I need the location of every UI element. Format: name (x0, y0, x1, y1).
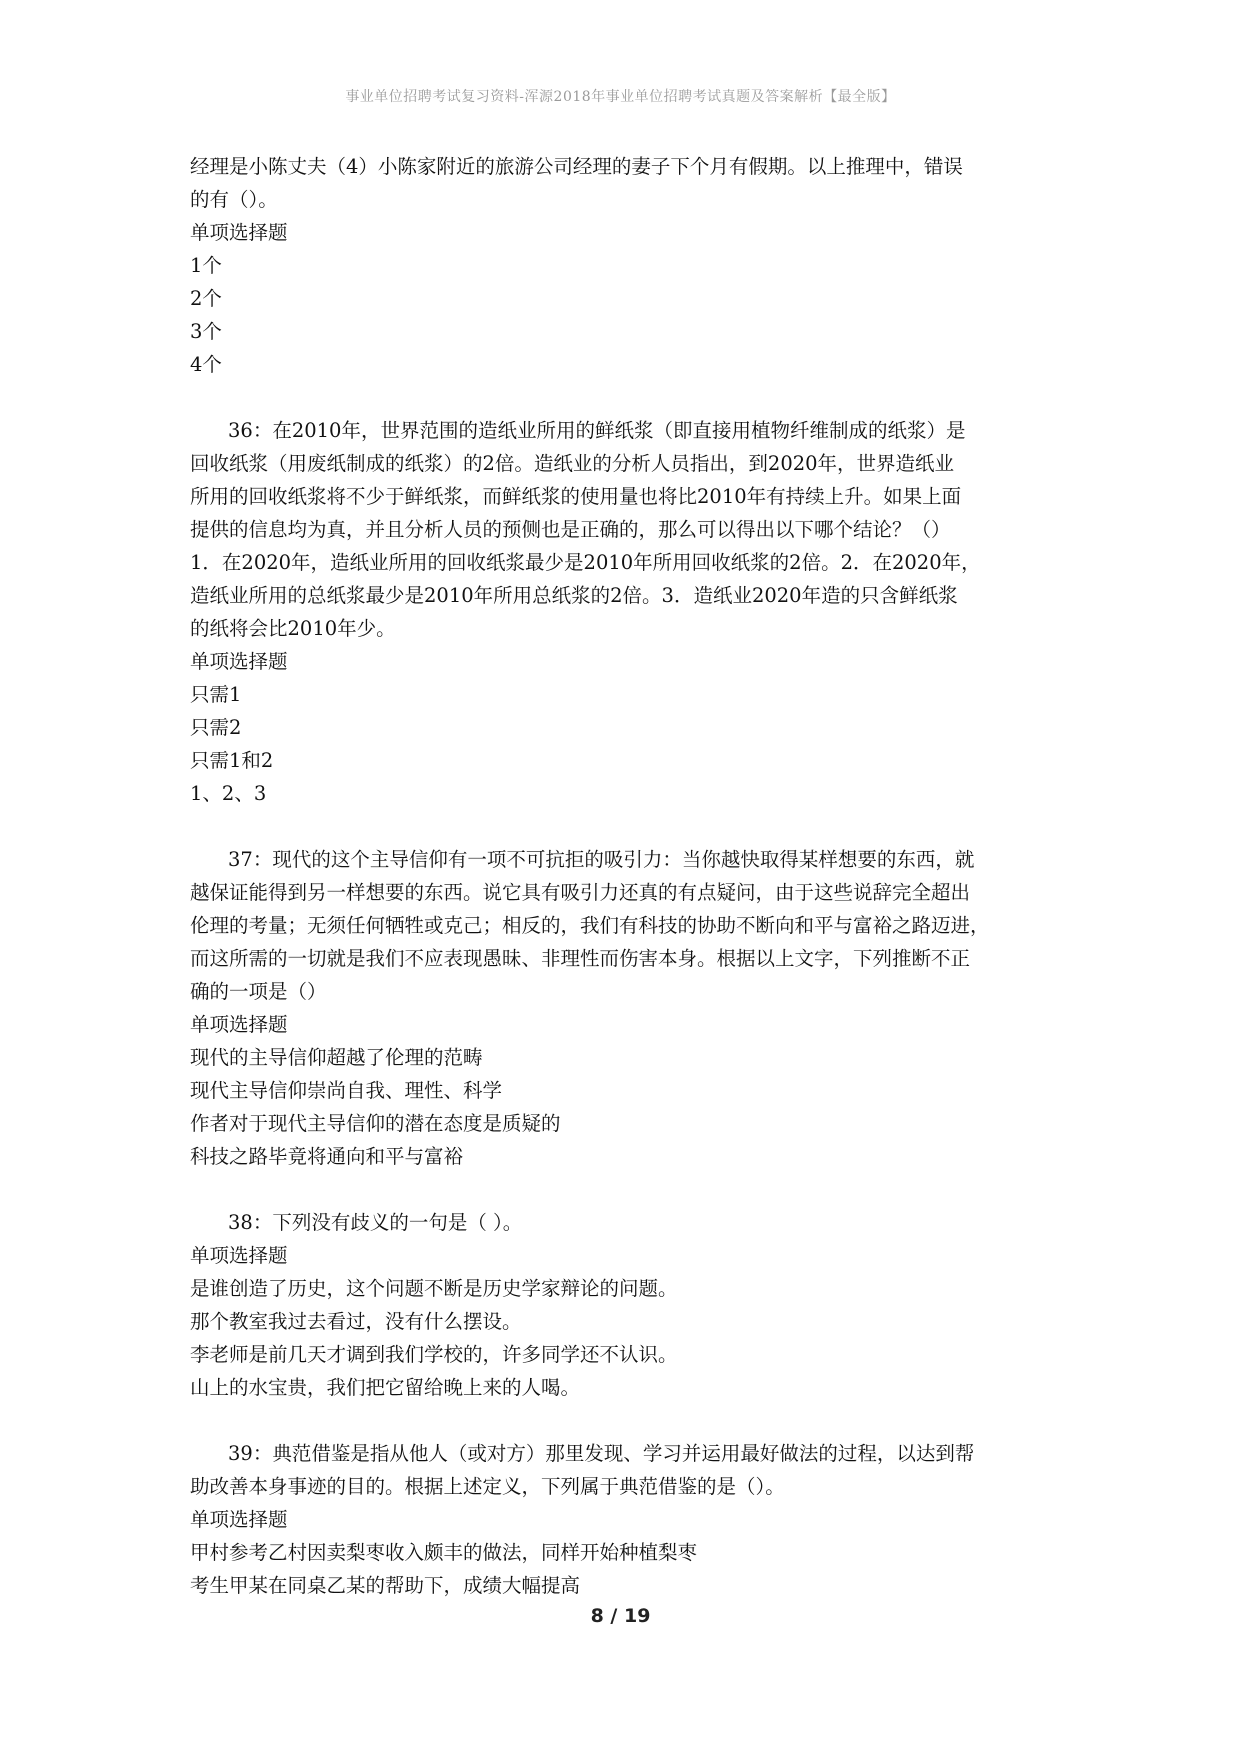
question-stem-line: 确的一项是（） (190, 980, 327, 1003)
answer-option: 那个教室我过去看过，没有什么摆设。 (190, 1310, 522, 1333)
paragraph-line: 经理是小陈丈夫（4）小陈家附近的旅游公司经理的妻子下个月有假期。以上推理中，错误 (190, 155, 963, 178)
question-stem-line: 造纸业所用的总纸浆最少是2010年所用总纸浆的2倍。3．造纸业2020年造的只含鲜纸浆 (190, 584, 958, 607)
answer-option: 作者对于现代主导信仰的潜在态度是质疑的 (190, 1112, 561, 1135)
question-stem-line: 回收纸浆（用废纸制成的纸浆）的2倍。造纸业的分析人员指出，到2020年，世界造纸业 (190, 452, 955, 475)
answer-option: 2个 (190, 287, 222, 310)
answer-option: 4个 (190, 353, 222, 376)
answer-option: 是谁创造了历史，这个问题不断是历史学家辩论的问题。 (190, 1277, 678, 1300)
answer-option: 只需2 (190, 716, 242, 739)
question-stem-line: 而这所需的一切就是我们不应表现愚昧、非理性而伤害本身。根据以上文字，下列推断不正 (190, 947, 971, 970)
question-stem-line: 伦理的考量；无须任何牺牲或克己；相反的，我们有科技的协助不断向和平与富裕之路迈进， (190, 914, 990, 937)
question-stem-line: 38：下列没有歧义的一句是（ ）。 (228, 1211, 523, 1234)
question-stem-line: 36：在2010年，世界范围的造纸业所用的鲜纸浆（即直接用植物纤维制成的纸浆）是 (228, 419, 966, 442)
question-stem-line: 的纸将会比2010年少。 (190, 617, 396, 640)
question-39 (190, 1437, 1070, 1602)
question-type-label: 单项选择题 (190, 1013, 288, 1036)
answer-option: 科技之路毕竟将通向和平与富裕 (190, 1145, 464, 1168)
answer-option: 考生甲某在同桌乙某的帮助下，成绩大幅提高 (190, 1574, 581, 1597)
page-number: 8 / 19 (590, 1605, 651, 1627)
question-stem-line: 39：典范借鉴是指从他人（或对方）那里发现、学习并运用最好做法的过程，以达到帮 (228, 1442, 975, 1465)
question-type-label: 单项选择题 (190, 1508, 288, 1531)
document-body (190, 150, 1070, 1602)
answer-option: 3个 (190, 320, 222, 343)
question-stem-line: 提供的信息均为真，并且分析人员的预侧也是正确的，那么可以得出以下哪个结论？（） (190, 518, 951, 541)
question-stem-line: 37：现代的这个主导信仰有一项不可抗拒的吸引力：当你越快取得某样想要的东西，就 (228, 848, 975, 871)
question-37 (190, 843, 1070, 1173)
question-38 (190, 1206, 1070, 1404)
answer-option: 只需1和2 (190, 749, 274, 772)
continuation-block (190, 150, 1070, 381)
question-type-label: 单项选择题 (190, 221, 288, 244)
answer-option: 现代的主导信仰超越了伦理的范畴 (190, 1046, 483, 1069)
answer-option: 只需1 (190, 683, 242, 706)
answer-option: 1个 (190, 254, 222, 277)
answer-option: 甲村参考乙村因卖梨枣收入颇丰的做法，同样开始种植梨枣 (190, 1541, 698, 1564)
question-stem-line: 所用的回收纸浆将不少于鲜纸浆，而鲜纸浆的使用量也将比2010年有持续上升。如果上面 (190, 485, 962, 508)
paragraph-line: 的有（）。 (190, 188, 278, 211)
question-stem-line: 助改善本身事迹的目的。根据上述定义，下列属于典范借鉴的是（）。 (190, 1475, 785, 1498)
running-header: 事业单位招聘考试复习资料-浑源2018年事业单位招聘考试真题及答案解析【最全版】 (345, 89, 896, 105)
question-36 (190, 414, 1070, 810)
question-stem-line: 1．在2020年，造纸业所用的回收纸浆最少是2010年所用回收纸浆的2倍。2．在2020年， (190, 551, 981, 574)
answer-option: 1、2、3 (190, 782, 267, 805)
question-type-label: 单项选择题 (190, 650, 288, 673)
question-stem-line: 越保证能得到另一样想要的东西。说它具有吸引力还真的有点疑问，由于这些说辞完全超出 (190, 881, 971, 904)
answer-option: 山上的水宝贵，我们把它留给晚上来的人喝。 (190, 1376, 581, 1399)
question-type-label: 单项选择题 (190, 1244, 288, 1267)
answer-option: 李老师是前几天才调到我们学校的，许多同学还不认识。 (190, 1343, 678, 1366)
answer-option: 现代主导信仰崇尚自我、理性、科学 (190, 1079, 503, 1102)
